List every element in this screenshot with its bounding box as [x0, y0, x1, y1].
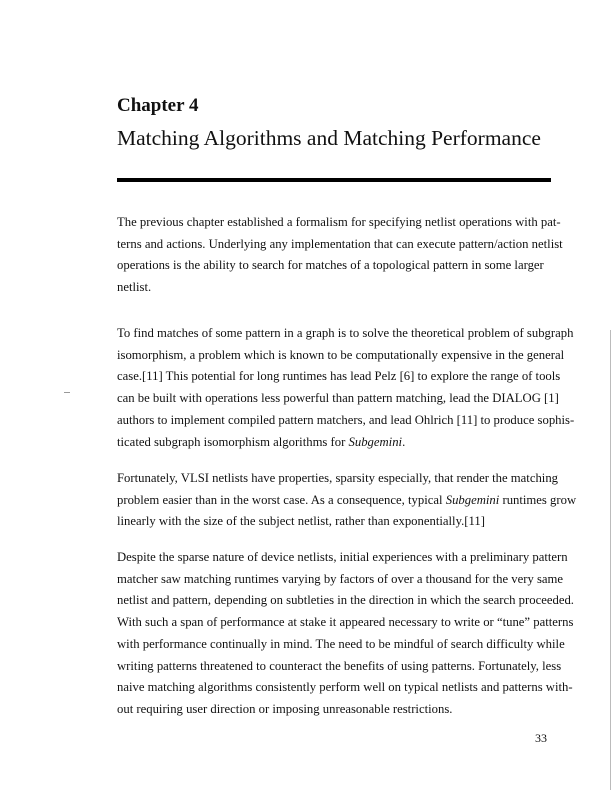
italic-term: Subgemini	[348, 434, 403, 449]
text-line	[117, 513, 485, 529]
text-line	[117, 236, 563, 252]
text-line	[117, 347, 564, 363]
text-line	[117, 614, 573, 630]
text-line	[117, 279, 151, 295]
text-line	[117, 257, 544, 273]
text-line	[117, 434, 405, 450]
text-line	[117, 549, 568, 565]
text-segment: naive matching algorithms consistently perform well on typical netlists and patterns with-	[117, 680, 573, 695]
text-line	[117, 701, 452, 717]
text-segment: ticated subgraph isomorphism algorithms for	[117, 434, 349, 449]
text-segment: case.[11] This potential for long runtimes has lead Pelz [6] to explore the range of tools	[117, 369, 561, 384]
text-segment: terns and actions. Underlying any implementation that can execute pattern/action netlist	[117, 236, 563, 251]
text-segment: writing patterns threatened to counteract the benefits of using patterns. Fortunately, less	[117, 658, 562, 673]
text-line	[117, 214, 561, 230]
text-segment: Fortunately, VLSI netlists have properties, sparsity especially, that render the matching	[117, 471, 559, 485]
text-segment: netlist and pattern, depending on subtleties in the direction in which the search proceeded.	[117, 593, 574, 608]
chapter-label: Chapter 4	[117, 95, 199, 116]
text-segment: netlist.	[117, 280, 152, 295]
text-line	[117, 325, 573, 341]
text-segment: problem easier than in the worst case. As a consequence, typical	[117, 492, 446, 507]
italic-term: Subgemini	[445, 492, 500, 507]
text-line	[117, 412, 574, 428]
text-segment: .	[402, 434, 406, 449]
text-line	[117, 636, 565, 652]
text-segment: can be built with operations less powerful than pattern matching, lead the DIALOG [1]	[117, 391, 559, 406]
text-segment: Despite the sparse nature of device netlists, initial experiences with a preliminary pattern	[117, 550, 568, 564]
text-line	[117, 658, 561, 674]
text-segment: runtimes grow	[499, 492, 577, 507]
text-line	[117, 492, 576, 508]
text-line	[117, 390, 559, 406]
text-segment: authors to implement compiled pattern matchers, and lead Ohlrich [11] to produce sophis-	[117, 412, 575, 427]
chapter-title: Matching Algorithms and Matching Performance	[117, 126, 541, 150]
scan-mark	[64, 392, 70, 393]
text-line	[117, 679, 573, 695]
text-line	[117, 368, 560, 384]
text-line	[117, 592, 574, 608]
text-segment: With such a span of performance at stake it appeared necessary to write or “tune” patterns	[117, 615, 574, 630]
text-segment: linearly with the size of the subject netlist, rather than exponentially.[11]	[117, 514, 485, 529]
text-segment: isomorphism, a problem which is known to be computationally expensive in the general	[117, 347, 565, 362]
text-line	[117, 571, 563, 587]
text-segment: matcher saw matching runtimes varying by factors of over a thousand for the very same	[117, 571, 564, 586]
text-segment: out requiring user direction or imposing unreasonable restrictions.	[117, 701, 453, 716]
page-number: 33	[535, 731, 547, 745]
page-edge	[610, 330, 611, 790]
text-segment: with performance continually in mind. The need to be mindful of search difficulty while	[117, 636, 565, 651]
text-segment: operations is the ability to search for matches of a topological pattern in some larger	[117, 258, 544, 273]
text-segment: The previous chapter established a formalism for specifying netlist operations with pat-	[117, 215, 561, 229]
text-line	[117, 470, 558, 486]
text-segment: To find matches of some pattern in a graph is to solve the theoretical problem of subgraph	[117, 326, 574, 340]
title-rule	[117, 178, 551, 182]
